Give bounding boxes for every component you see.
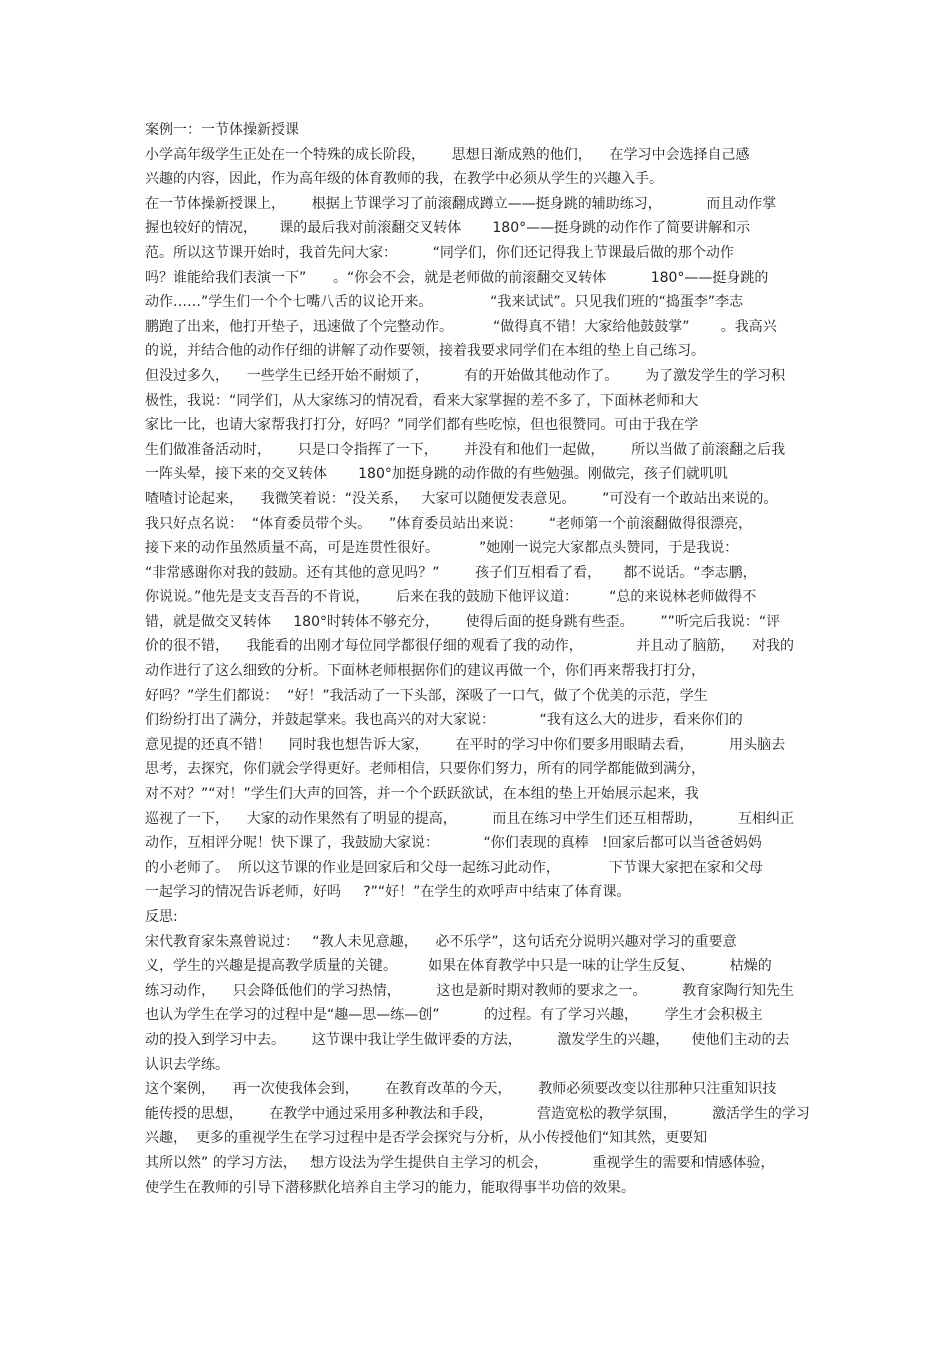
text-line: 家比一比，也请大家帮我打打分，好吗？”同学们都有些吃惊，但也很赞同。可由于我在学 <box>145 417 699 434</box>
text-line: 这个案例， 再一次使我体会到， 在教育改革的今天， 教师必须要改变以往那种只注重知识技 <box>145 1081 777 1098</box>
text-line: 巡视了一下， 大家的动作果然有了明显的提高， 而且在练习中学生们还互相帮助， 互相纠正 <box>145 810 795 827</box>
text-line: 我只好点名说： “体育委员带个头。 ”体育委员站出来说： “老师第一个前滚翻做得很漂亮， <box>145 515 753 532</box>
text-line: 动作，互相评分呢！快下课了，我鼓励大家说： “你们表现的真棒 !回家后都可以当爸爸妈妈 <box>145 835 762 852</box>
text-line: 宋代教育家朱熹曾说过： “教人未见意趣， 必不乐学”，这句话充分说明兴趣对学习的重要意 <box>145 933 737 950</box>
document-title: 案例一：一节体操新授课 <box>145 122 299 138</box>
text-line: 义，学生的兴趣是提高教学质量的关键。 如果在体育教学中只是一味的让学生反复、 枯燥的 <box>145 958 772 975</box>
text-line: 意见提的还真不错！ 同时我也想告诉大家， 在平时的学习中你们要多用眼睛去看， 用头脑去 <box>145 736 786 753</box>
text-line: 也认为学生在学习的过程中是“趣—思—练—创” 的过程。有了学习兴趣， 学生才会积极主 <box>145 1007 763 1024</box>
text-line: 其所以然” 的学习方法， 想方设法为学生提供自主学习的机会， 重视学生的需要和情感体验， <box>145 1154 775 1171</box>
text-line: 接下来的动作虽然质量不高，可是连贯性很好。 ”她刚一说完大家都点头赞同，于是我说： <box>145 540 739 557</box>
text-line: 对不对？”“对！”学生们大声的回答，并一个个跃跃欲试，在本组的垫上开始展示起来，我 <box>145 786 699 803</box>
text-line: 能传授的思想， 在教学中通过采用多种教法和手段， 营造宽松的教学氛围， 激活学生的学习 <box>145 1105 810 1122</box>
text-line: 一起学习的情况告诉老师，好吗 ?”“好！”在学生的欢呼声中结束了体育课。 <box>145 884 631 901</box>
text-line: 动的投入到学习中去。 这节课中我让学生做评委的方法， 激发学生的兴趣， 使他们主动的去 <box>145 1031 790 1048</box>
text-line: 生们做准备活动时， 只是口令指挥了一下， 并没有和他们一起做， 所以当做了前滚翻之后我 <box>145 441 786 458</box>
text-line: 使学生在教师的引导下潜移默化培养自主学习的能力，能取得事半功倍的效果。 <box>145 1179 635 1196</box>
text-line: 认识去学练。 <box>145 1056 229 1073</box>
text-line: 一阵头晕，接下来的交叉转体 180°加挺身跳的动作做的有些勉强。刚做完，孩子们就叽叽 <box>145 466 728 483</box>
text-line: 握也较好的情况， 课的最后我对前滚翻交叉转体 180°——挺身跳的动作作了简要讲解和示 <box>145 220 751 237</box>
text-line: 们纷纷打出了满分，并鼓起掌来。我也高兴的对大家说： “我有这么大的进步，看来你们的 <box>145 712 743 729</box>
text-line: 你说说。”他先是支支吾吾的不肯说， 后来在我的鼓励下他评议道： “总的来说林老师做得不 <box>145 589 757 606</box>
text-line: 动作进行了这么细致的分析。下面林老师根据你们的建议再做一个，你们再来帮我打打分， <box>145 663 705 680</box>
text-line: 小学高年级学生正处在一个特殊的成长阶段， 思想日渐成熟的他们， 在学习中会选择自己感 <box>145 146 750 163</box>
text-line: 兴趣， 更多的重视学生在学习过程中是否学会探究与分析，从小传授他们“知其然，更要知 <box>145 1130 708 1147</box>
text-line: 价的很不错， 我能看的出刚才每位同学都很仔细的观看了我的动作， 并且动了脑筋， 对我的 <box>145 638 795 655</box>
text-line: 动作……”学生们一个个七嘴八舌的议论开来。 “我来试试”。只见我们班的“捣蛋李”李志 <box>145 294 744 311</box>
text-line: 范。所以这节课开始时，我首先问大家： “同学们，你们还记得我上节课最后做的那个动作 <box>145 244 734 261</box>
text-line: 喳喳讨论起来， 我微笑着说：“没关系， 大家可以随便发表意见。 ”可没有一个敢站出来说的。 <box>145 490 778 507</box>
text-line: 的小老师了。 所以这节课的作业是回家后和父母一起练习此动作， 下节课大家把在家和父母 <box>145 859 763 876</box>
text-line: 反思: <box>145 909 178 925</box>
text-line: 好吗？”学生们都说： “好！”我活动了一下头部，深吸了一口气，做了个优美的示范，学生 <box>145 687 708 704</box>
text-line: 兴趣的内容，因此，作为高年级的体育教师的我，在教学中必须从学生的兴趣入手。 <box>145 171 663 188</box>
text-line: “非常感谢你对我的鼓励。还有其他的意见吗？” 孩子们互相看了看， 都不说话。“李志鹏， <box>145 564 757 581</box>
text-line: 错，就是做交叉转体 180°时转体不够充分， 使得后面的挺身跳有些歪。 ””听完后我说：“评 <box>145 613 781 630</box>
text-line: 在一节体操新授课上， 根据上节课学习了前滚翻成蹲立——挺身跳的辅助练习， 而且动作掌 <box>145 195 777 212</box>
document-body <box>145 118 810 1200</box>
text-line: 但没过多久， 一些学生已经开始不耐烦了， 有的开始做其他动作了。 为了激发学生的学习积 <box>145 367 786 384</box>
text-line: 练习动作， 只会降低他们的学习热情， 这也是新时期对教师的要求之一。 教育家陶行知先生 <box>145 982 795 999</box>
text-line: 的说，并结合他的动作仔细的讲解了动作要领，接着我要求同学们在本组的垫上自己练习。 <box>145 343 705 360</box>
text-line: 思考，去探究，你们就会学得更好。老师相信，只要你们努力，所有的同学都能做到满分， <box>145 761 705 778</box>
text-line: 极性，我说：“同学们，从大家练习的情况看，看来大家掌握的差不多了，下面林老师和大 <box>145 392 699 409</box>
text-line: 吗？谁能给我们表演一下” 。“你会不会，就是老师做的前滚翻交叉转体 180°——挺身跳的 <box>145 269 769 286</box>
text-line: 鹏跑了出来，他打开垫子，迅速做了个完整动作。 “做得真不错！大家给他鼓鼓掌” 。我高兴 <box>145 318 777 335</box>
